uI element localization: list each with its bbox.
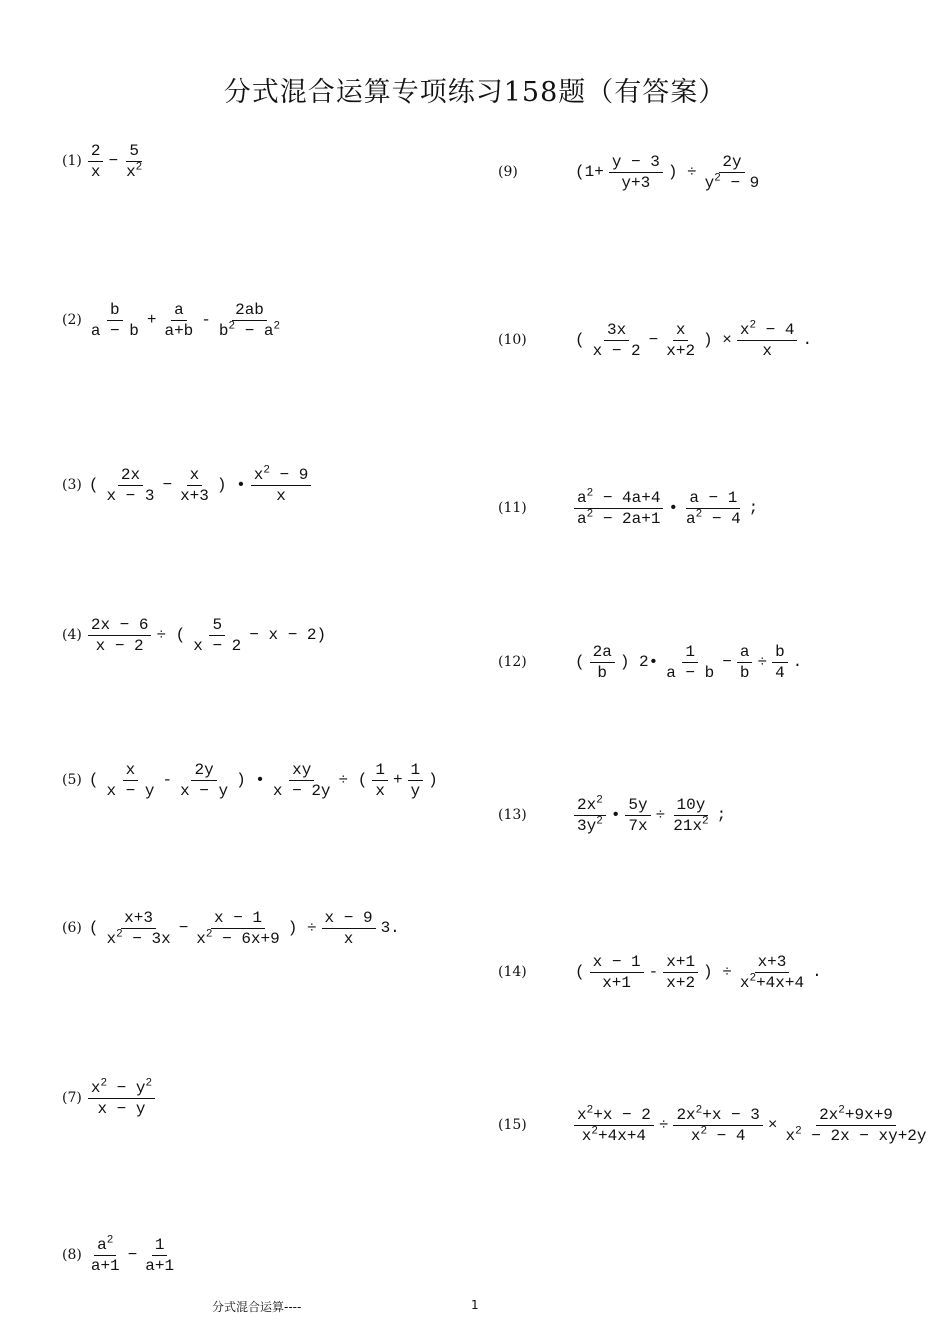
numerator: x+3 [755,952,790,973]
numerator: a [171,300,187,321]
denominator: x − 2y [272,781,331,800]
fraction [772,642,788,683]
numerator: x [673,320,689,341]
denominator: $x^2 - 6x+9$ [196,928,280,948]
numerator: xy [289,760,314,781]
denominator: $x^2 - 3x$ [106,928,171,948]
denominator: x+2 [666,341,696,360]
denominator: x [90,162,101,181]
fraction [103,465,157,506]
denominator: b [739,663,750,682]
denominator: x+3 [180,486,209,505]
fraction [590,320,644,361]
problem-expression [572,488,761,529]
fraction [177,760,231,801]
fraction [574,488,663,529]
denominator: x − 2 [95,636,144,655]
fraction [190,615,244,656]
operator: • [668,499,679,517]
denominator: x − 2 [592,341,641,360]
denominator: $x^2$ [126,161,143,181]
operator: ÷ ( [156,626,186,644]
operator: − [108,152,119,170]
numerator: x [187,465,203,486]
numerator: x+3 [121,908,156,929]
numerator: 2 [88,141,104,162]
problem-expression [572,642,805,683]
problem-number: (5) [62,772,82,788]
problem-item [62,750,441,810]
fraction [609,152,663,193]
denominator: $x^2 - 2x - xy+2y$ [785,1125,927,1145]
fraction [663,642,717,683]
fraction [103,908,173,949]
fraction [88,1078,155,1119]
problem-item [498,942,825,1002]
operator: ( [88,771,99,789]
numerator: x − 1 [211,908,265,929]
operator: + [146,311,157,329]
operator: ) ÷ [287,919,317,937]
fraction [737,642,753,683]
operator: ( [88,919,99,937]
problem-expression [86,1078,157,1119]
operator: ÷ ( [338,771,368,789]
numerator: $2x^2+x - 3$ [673,1105,762,1126]
numerator: $x^2 - 9$ [251,465,312,486]
problem-number: (12) [498,654,527,670]
numerator: $x^2+x - 2$ [574,1105,654,1126]
fraction [270,760,334,801]
operator: ) 2• [619,653,659,671]
denominator: $a^2 - 4$ [686,508,741,528]
problem-number: (4) [62,627,82,643]
operator: ) [428,771,438,789]
numerator: $a^2$ [94,1235,116,1256]
operator: − [722,653,732,671]
problem-expression [572,320,815,361]
numerator: 1 [152,1235,168,1256]
problem-number: (13) [498,807,527,823]
fraction [322,908,376,949]
operator: × [767,1116,778,1134]
problem-item [498,478,761,538]
problem-expression [86,908,403,949]
problem-expression [572,1105,932,1146]
numerator: 2x [118,465,143,486]
problem-expression [86,1235,179,1276]
fraction [142,1235,177,1276]
fraction [673,1105,762,1146]
problem-item [62,290,285,350]
operator: ) ÷ [667,163,697,181]
denominator: 7x [628,816,648,835]
denominator: a − b [666,663,715,682]
operator: . [812,963,822,981]
operator: ÷ [655,806,666,824]
problem-expression [86,615,329,656]
denominator: x [276,486,286,505]
operator: ) • [236,771,265,789]
fraction [372,760,388,801]
numerator: 5 [209,615,225,636]
problem-item [62,605,329,665]
fraction [161,300,196,341]
problem-expression [572,952,825,993]
operator: − [127,1246,138,1264]
fraction [737,320,798,361]
fraction [408,760,424,801]
numerator: b [107,300,123,321]
numerator: y − 3 [609,152,663,173]
numerator: a − 1 [686,488,740,509]
denominator: $x^2+4x+4$ [739,972,805,992]
problem-number: (1) [62,153,82,169]
denominator: x+1 [602,973,632,992]
problem-item [62,131,147,191]
denominator: a+b [164,321,194,340]
operator: • [610,806,621,824]
operator: 3. [380,919,400,937]
page-title: 分式混合运算专项练习158题（有答案） [223,77,727,108]
numerator: 2y [719,152,744,173]
problem-number: (6) [62,920,82,936]
denominator: x [762,341,772,360]
fraction [670,795,711,836]
problem-expression [572,795,729,836]
operator: ) ÷ [703,963,732,981]
denominator: a+1 [90,1256,120,1275]
problem-item [498,632,805,692]
denominator: y [410,781,421,800]
fraction [88,300,142,341]
operator: ( [575,963,585,981]
denominator: x − y [97,1099,146,1118]
denominator: x − y [106,781,155,800]
numerator: x − 9 [322,908,376,929]
operator: . [802,331,813,349]
fraction [88,141,104,182]
fraction [663,952,698,993]
problem-expression [86,465,313,506]
denominator: $x^2+4x+4$ [581,1125,647,1145]
operator: - [201,311,211,329]
denominator: x − y [180,781,229,800]
denominator: x [343,929,354,948]
numerator: 1 [372,760,388,781]
numerator: b [772,642,788,663]
numerator: $x^2 - 4$ [737,320,798,341]
fraction [574,1105,654,1146]
numerator: 3x [604,320,629,341]
numerator: 2y [191,760,216,781]
numerator: x+1 [663,952,698,973]
problem-item [498,142,764,202]
numerator: 5y [625,795,650,816]
operator: (1+ [575,163,604,181]
operator: + [392,771,403,789]
problem-expression [572,152,764,193]
problem-expression [86,760,441,801]
operator: − [648,331,659,349]
denominator: y+3 [621,173,651,192]
numerator: 2a [590,642,615,663]
operator: − [178,919,189,937]
problem-number: (11) [498,500,527,516]
operator: ( [88,476,99,494]
numerator: 1 [408,760,424,781]
numerator: 5 [126,141,142,162]
denominator: $3y^2$ [577,815,603,835]
operator: - [648,963,659,981]
numerator: 10y [674,795,709,816]
numerator: $x^2 - y^2$ [88,1078,155,1099]
problem-item [62,1068,157,1128]
fraction [737,952,807,993]
fraction [193,908,282,949]
fraction [88,615,152,656]
numerator: $2x^2$ [574,795,606,816]
denominator: $21x^2$ [673,815,709,835]
fraction [782,1105,929,1146]
problem-item [498,1095,932,1155]
denominator: a − b [90,321,139,340]
problem-item [62,898,403,958]
denominator: b [597,663,608,682]
fraction [702,152,763,193]
fraction [251,465,312,506]
numerator: 2x − 6 [88,615,152,636]
problem-item [498,785,729,845]
numerator: 1 [682,642,698,663]
problem-item [62,1225,179,1285]
fraction [123,141,145,182]
numerator: $2x^2+9x+9$ [816,1105,896,1126]
fraction [625,795,650,836]
footer-text: 分式混合运算---- [212,1300,302,1314]
operator: ÷ [757,653,768,671]
operator: ( [575,331,585,349]
denominator: x+2 [666,973,696,992]
operator: ( [575,653,585,671]
denominator: $y^2 - 9$ [704,172,760,192]
fraction [574,795,606,836]
fraction [683,488,744,529]
fraction [663,320,698,361]
problem-number: (10) [498,332,527,348]
problem-number: (3) [62,477,82,493]
fraction [88,1235,123,1276]
fraction [103,760,157,801]
denominator: x − 2 [193,636,242,655]
problem-item [62,455,313,515]
page-number: 1 [471,1298,479,1312]
fraction [590,952,644,993]
denominator: $b^2 - a^2$ [218,320,281,340]
operator: ) × [703,331,732,349]
fraction [216,300,283,341]
numerator: x [123,760,139,781]
problem-item [498,310,815,370]
problem-number: (14) [498,964,527,980]
fraction [590,642,615,683]
problem-number: (2) [62,312,82,328]
denominator: 4 [775,663,785,682]
numerator: a [737,642,753,663]
problem-number: (7) [62,1090,82,1106]
problem-expression [86,141,147,182]
numerator: x − 1 [590,952,644,973]
operator: - [162,771,173,789]
problem-expression [86,300,285,341]
problem-number: (8) [62,1247,82,1263]
operator: − x − 2) [249,626,327,644]
operator: ; [748,499,759,517]
numerator: $a^2 - 4a+4$ [574,488,663,509]
denominator: $x^2 - 4$ [690,1125,746,1145]
problem-number: (15) [498,1117,527,1133]
problem-number: (9) [498,164,518,180]
numerator: 2ab [232,300,267,321]
operator: − [162,476,173,494]
fraction [177,465,212,506]
operator: ) • [216,476,246,494]
operator: ÷ [658,1116,669,1134]
denominator: x [375,781,385,800]
denominator: a+1 [145,1256,175,1275]
operator: ; [716,806,727,824]
operator: . [792,653,803,671]
denominator: x − 3 [106,486,155,505]
denominator: $a^2 - 2a+1$ [577,508,661,528]
